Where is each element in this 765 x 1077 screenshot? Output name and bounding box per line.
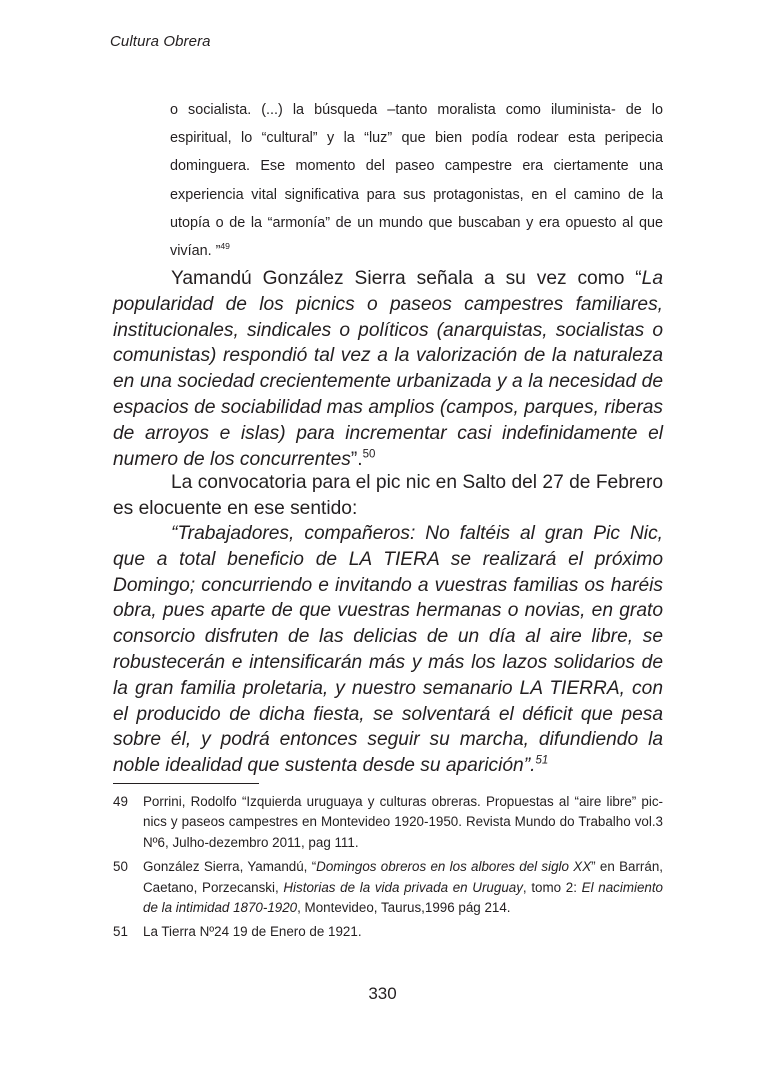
footnote-text-part: , Montevideo, Taurus,1996 pág 214. (297, 900, 511, 916)
footnote-number: 50 (113, 859, 128, 875)
paragraph-convocatoria: La convocatoria para el pic nic en Salto del 27 de Febrero es elocuente en ese sentido: (113, 472, 663, 519)
footnote-50 (113, 857, 663, 918)
running-title: Cultura Obrera (110, 33, 211, 50)
italic-call-text: “Trabajadores, compañeros: No faltéis al gran Pic Nic, que a total beneficio de LA TIERA se realizará el próximo Domingo; concurriendo e invitando a vuestras familias os haréis obra, pues aparte de que vuestras hermanas o novias, en grato consorcio disfruten de las delicias de un día al aire libre, se robustecerán e intensificarán más y más los lazos solidarios de la gran familia proletaria, y nuestro semanario LA TIERRA, con el producido de dicha fiesta, se solventará el déficit que pesa sobre él, y podrá entonces seguir su marcha, difundiendo la noble idealidad que sustenta desde su aparición”. (113, 523, 663, 777)
footnote-number: 51 (113, 924, 128, 940)
footnote-text: Porrini, Rodolfo “Izquierda uruguaya y culturas obreras. Propuestas al “aire libre” pic-nics y paseos campestres en Montevideo 1920-1950. Revista Mundo do Trabalho vol.3 Nº6, Julho-dezembro 2011, pag 111. (143, 794, 663, 850)
footnote-italic-title: El nacimiento de la intimidad 1870-1920 (143, 879, 664, 916)
footnote-number: 49 (113, 794, 128, 809)
footnote-italic-title: Historias de la vida privada en Uruguay (283, 879, 523, 895)
footnote-ref-50[interactable]: 50 (362, 448, 376, 461)
footnote-text-part: González Sierra, Yamandú, “ (143, 859, 317, 875)
paragraph-italic-call (113, 521, 663, 779)
paragraph-gonzalez-sierra (113, 266, 663, 472)
paragraph-lead: Yamandú González Sierra señala a su vez como “ (171, 268, 642, 289)
footnote-text: La Tierra Nº24 19 de Enero de 1921. (143, 924, 362, 940)
footnote-51 (113, 922, 663, 942)
footnote-text (143, 857, 663, 918)
italic-quote: La popularidad de los picnics o paseos campestres familiares, institucionales, sindicales o políticos (anarquistas, socialistas o comunistas) respondió tal vez a la valorización de la naturaleza en una sociedad crecientemente urbanizada y a la necesidad de espacios de sociabilidad mas amplios (campos, parques, riberas de arroyos e islas) para incrementar casi indefinidamente el numero de los concurrentes (113, 268, 663, 470)
footnote-49 (113, 792, 663, 853)
footnote-ref-51[interactable]: 51 (535, 754, 549, 767)
footnote-text-part: ” en Barrán, Caetano, Porzecanski, (143, 859, 663, 895)
footnote-divider (113, 783, 259, 784)
footnote-text-part: , tomo 2: (522, 879, 582, 895)
footnote-italic-title: Domingos obreros en los albores del siglo XX (316, 859, 592, 875)
block-quote (170, 96, 663, 265)
paragraph-tail: ”. (350, 448, 363, 470)
page-number: 330 (368, 984, 397, 1003)
block-quote-text: o socialista. (...) la búsqueda –tanto moralista como iluminista- de lo espiritual, lo “cultural” y la “luz” que bien podía rodear esta peripecia dominguera. Ese momento del paseo campestre era ciertamente una experiencia vital significativa para sus protagonistas, en el camino de la utopía o de la “armonía” de un mundo que buscaban y era opuesto al que vivían. ” (170, 102, 663, 260)
footnote-ref-49[interactable]: 49 (220, 241, 230, 252)
footnotes-section (113, 792, 663, 947)
